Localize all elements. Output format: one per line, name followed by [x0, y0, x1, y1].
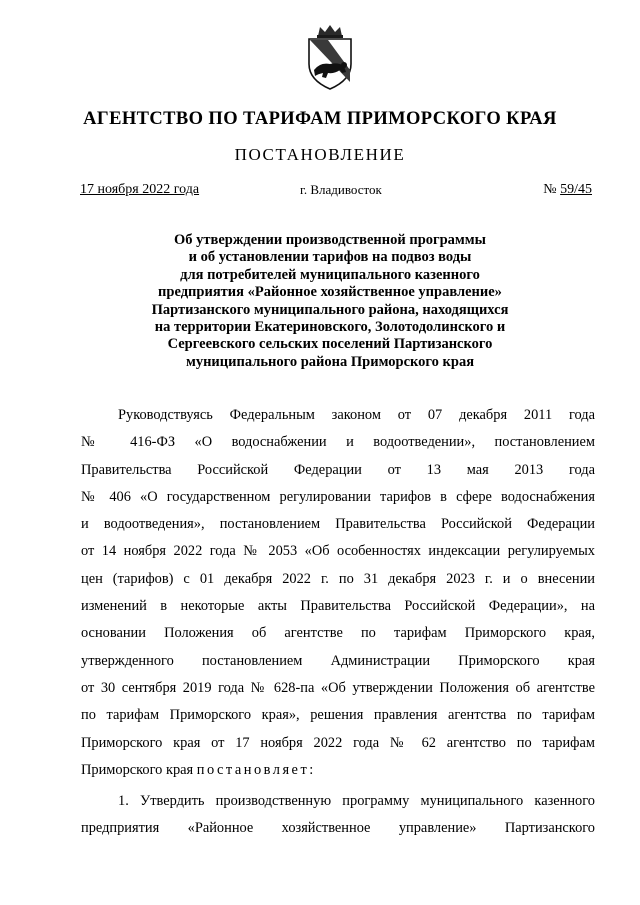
document-body	[81, 402, 595, 843]
body-line: Руководствуясь Федеральным законом от 07 декабря 2011 года	[118, 407, 595, 423]
resolves-word: постановляет:	[196, 761, 316, 778]
title-line: для потребителей муниципального казенного	[180, 266, 480, 283]
body-line: основании Положения об агентстве по тарифам Приморского края,	[81, 625, 595, 642]
body-line: и водоотведения», постановлением Правительства Российской Федерации	[81, 516, 595, 533]
body-line: от 14 ноября 2022 года № 2053 «Об особенностях индексации регулируемых	[81, 543, 595, 560]
title-line: муниципального района Приморского края	[185, 353, 475, 370]
number-value: 59/45	[560, 182, 592, 197]
document-city: г. Владивосток	[300, 182, 382, 197]
body-line: цен (тарифов) с 01 декабря 2022 г. по 31 декабря 2023 г. и о внесении	[81, 570, 595, 587]
title-line: Об утверждении производственной программы	[174, 232, 486, 248]
title-line: Сергеевского сельских поселений Партизанского	[167, 336, 493, 353]
document-date: 17 ноября 2022 года	[80, 182, 200, 197]
coat-of-arms-emblem	[300, 22, 360, 92]
item-1-line: 1. Утвердить производственную программу муниципального казенного	[118, 793, 595, 810]
body-line: изменений в некоторые акты Правительства Российской Федерации», на	[81, 598, 595, 615]
body-line: от 30 сентября 2019 года № 628-па «Об утверждении Положения об агентстве	[81, 679, 595, 696]
body-line: Правительства Российской Федерации от 13 мая 2013 года	[81, 461, 595, 478]
title-line: Партизанского муниципального района, находящихся	[151, 301, 509, 318]
body-line-resolves	[81, 757, 595, 784]
title-line: и об установлении тарифов на подвоз воды	[188, 249, 472, 266]
title-line: на территории Екатериновского, Золотодолинского и	[154, 319, 506, 336]
body-line: по тарифам Приморского края», решения правления агентства по тарифам	[81, 707, 595, 724]
number-prefix: №	[543, 182, 561, 197]
agency-name: АГЕНТСТВО ПО ТАРИФАМ ПРИМОРСКОГО КРАЯ	[83, 109, 557, 129]
document-title	[60, 232, 600, 371]
body-line: № 406 «О государственном регулировании тарифов в сфере водоснабжения	[81, 488, 595, 505]
body-line: утвержденного постановлением Администрации Приморского края	[81, 652, 595, 669]
resolves-prefix: Приморского края	[81, 761, 197, 778]
document-type: ПОСТАНОВЛЕНИЕ	[234, 145, 406, 164]
body-line: Приморского края от 17 ноября 2022 года № 62 агентство по тарифам	[81, 734, 595, 751]
body-line: № 416-ФЗ «О водоснабжении и водоотведении», постановлением	[81, 434, 595, 451]
item-1-line: предприятия «Районное хозяйственное управление» Партизанского	[81, 820, 595, 837]
document-number	[543, 182, 592, 198]
coat-of-arms-icon	[300, 22, 360, 92]
title-line: предприятия «Районное хозяйственное управление»	[158, 284, 502, 301]
